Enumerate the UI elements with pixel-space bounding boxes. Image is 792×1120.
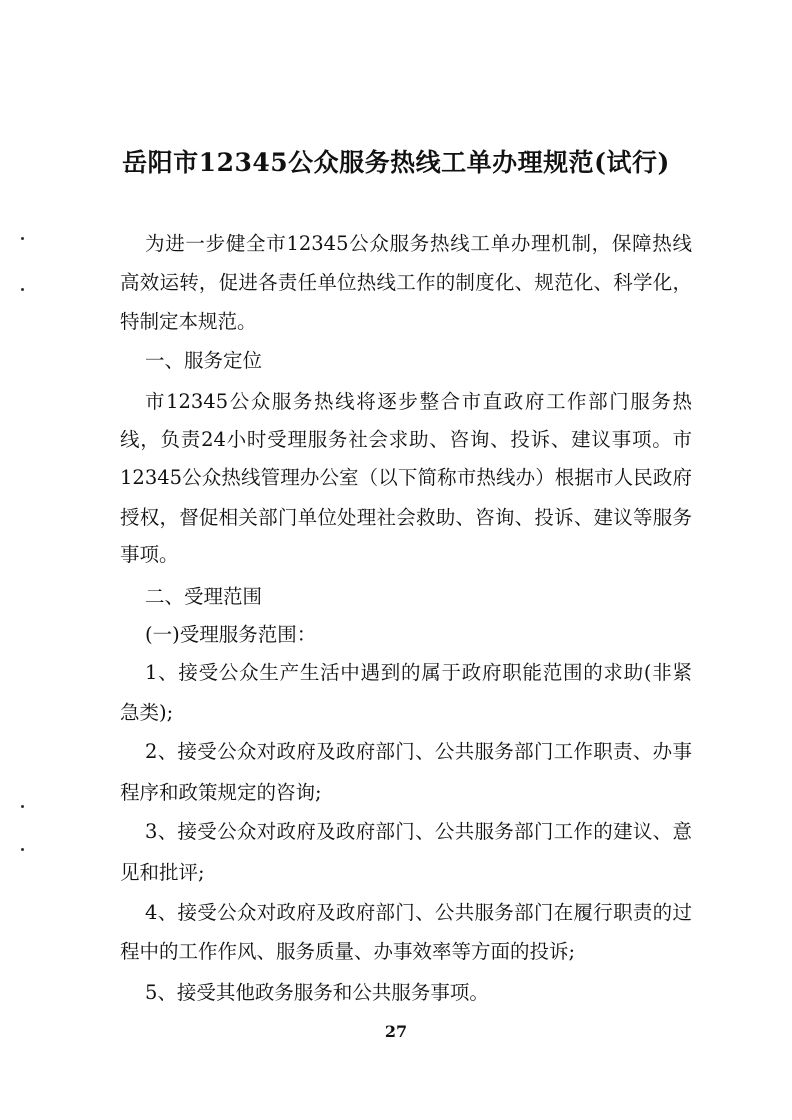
scan-mark [21, 288, 24, 291]
list-item-line: 4、接受公众对政府及政府部门、公共服务部门在履行职责的过 [145, 901, 692, 924]
page-number: 27 [384, 1022, 408, 1041]
section-heading: 一、服务定位 [145, 349, 263, 372]
scan-mark [21, 848, 24, 851]
scan-mark [21, 805, 24, 808]
scan-mark [21, 237, 24, 240]
paragraph-line: 授权，督促相关部门单位处理社会救助、咨询、投诉、建议等服务 [120, 506, 692, 529]
list-item-line: 见和批评; [120, 861, 205, 884]
paragraph-line: 线，负责24小时受理服务社会求助、咨询、投诉、建议事项。市 [120, 428, 692, 451]
section-heading: 二、受理范围 [145, 585, 263, 608]
list-item-line: 1、接受公众生产生活中遇到的属于政府职能范围的求助(非紧 [145, 661, 692, 684]
paragraph-line: 特制定本规范。 [120, 310, 257, 333]
list-item-line: 2、接受公众对政府及政府部门、公共服务部门工作职责、办事 [145, 740, 692, 763]
paragraph-line: 事项。 [120, 543, 179, 566]
list-item-line: 程中的工作作风、服务质量、办事效率等方面的投诉; [120, 940, 576, 963]
list-item-line: 5、接受其他政务服务和公共服务事项。 [145, 981, 489, 1004]
subsection-heading: (一)受理服务范围： [145, 623, 317, 646]
list-item-line: 3、接受公众对政府及政府部门、公共服务部门工作的建议、意 [145, 820, 692, 843]
paragraph-line: 市12345公众服务热线将逐步整合市直政府工作部门服务热 [145, 390, 692, 413]
document-title: 岳阳市12345公众服务热线工单办理规范(试行) [122, 148, 670, 177]
paragraph-line: 为进一步健全市12345公众服务热线工单办理机制，保障热线 [145, 232, 692, 255]
paragraph-line: 12345公众热线管理办公室（以下简称市热线办）根据市人民政府 [120, 466, 692, 489]
list-item-line: 程序和政策规定的咨询; [120, 781, 322, 804]
list-item-line: 急类); [120, 701, 174, 724]
paragraph-line: 高效运转，促进各责任单位热线工作的制度化、规范化、科学化， [120, 271, 692, 294]
